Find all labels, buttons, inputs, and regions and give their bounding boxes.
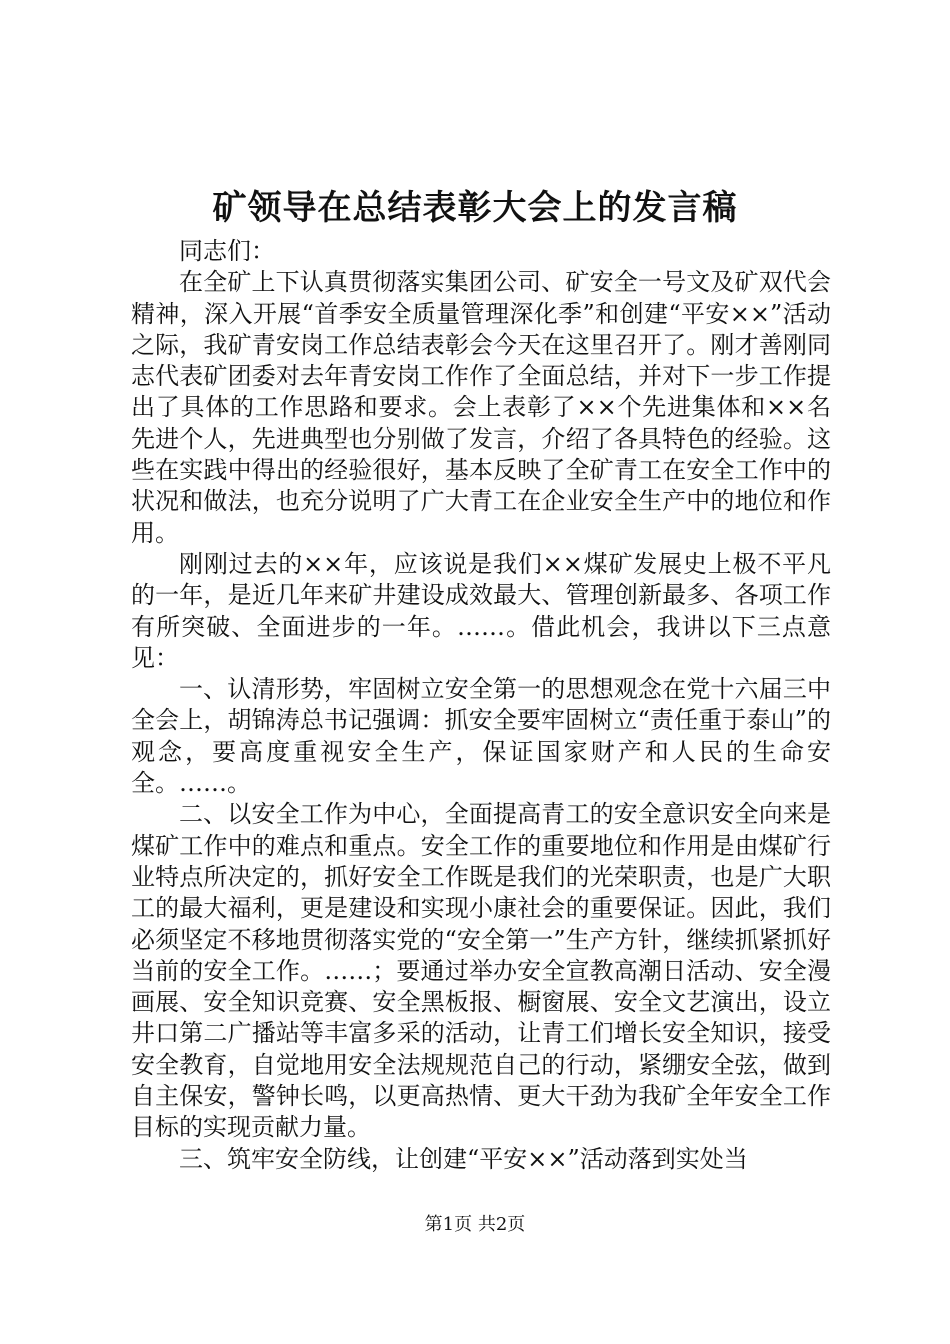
document-body [131, 236, 831, 1175]
paragraph-salutation: 同志们： [179, 237, 275, 265]
paragraph-review: 刚刚过去的××年，应该说是我们××煤矿发展史上极不平凡的一年，是近几年来矿井建设成效最大、管理创新最多、各项工作有所突破、全面进步的一年。……。借此机会，我讲以下三点意见： [131, 549, 831, 672]
page-number-footer: 第1页 共2页 [424, 1214, 526, 1235]
document-title: 矿领导在总结表彰大会上的发言稿 [212, 188, 738, 228]
paragraph-point-three: 三、筑牢安全防线，让创建“平安××”活动落到实处当 [179, 1144, 748, 1173]
paragraph-point-two: 二、以安全工作为中心，全面提高青工的安全意识安全向来是煤矿工作中的难点和重点。安全工作的重要地位和作用是由煤矿行业特点所决定的，抓好安全工作既是我们的光荣职责，也是广大职工的最大福利，更是建设和实现小康社会的重要保证。因此，我们必须坚定不移地贯彻落实党的“安全第一”生产方针，继续抓紧抓好当前的安全工作。……；要通过举办安全宣教高潮日活动、安全漫画展、安全知识竞赛、安全黑板报、橱窗展、安全文艺演出，设立井口第二广播站等丰富多采的活动，让青工们增长安全知识，接受安全教育，自觉地用安全法规规范自己的行动，紧绷安全弦，做到自主保安，警钟长鸣，以更高热情、更大干劲为我矿全年安全工作目标的实现贡献力量。 [131, 800, 831, 1142]
paragraph-intro: 在全矿上下认真贯彻落实集团公司、矿安全一号文及矿双代会精神，深入开展“首季安全质量管理深化季”和创建“平安××”活动之际，我矿青安岗工作总结表彰会今天在这里召开了。刚才善刚同志代表矿团委对去年青安岗工作作了全面总结，并对下一步工作提出了具体的工作思路和要求。会上表彰了××个先进集体和××名先进个人，先进典型也分别做了发言，介绍了各具特色的经验。这些在实践中得出的经验很好，基本反映了全矿青工在安全工作中的状况和做法，也充分说明了广大青工在企业安全生产中的地位和作用。 [131, 268, 831, 547]
paragraph-point-one: 一、认清形势，牢固树立安全第一的思想观念在党十六届三中全会上，胡锦涛总书记强调：抓安全要牢固树立“责任重于泰山”的观念，要高度重视安全生产，保证国家财产和人民的生命安全。……。 [131, 675, 831, 798]
